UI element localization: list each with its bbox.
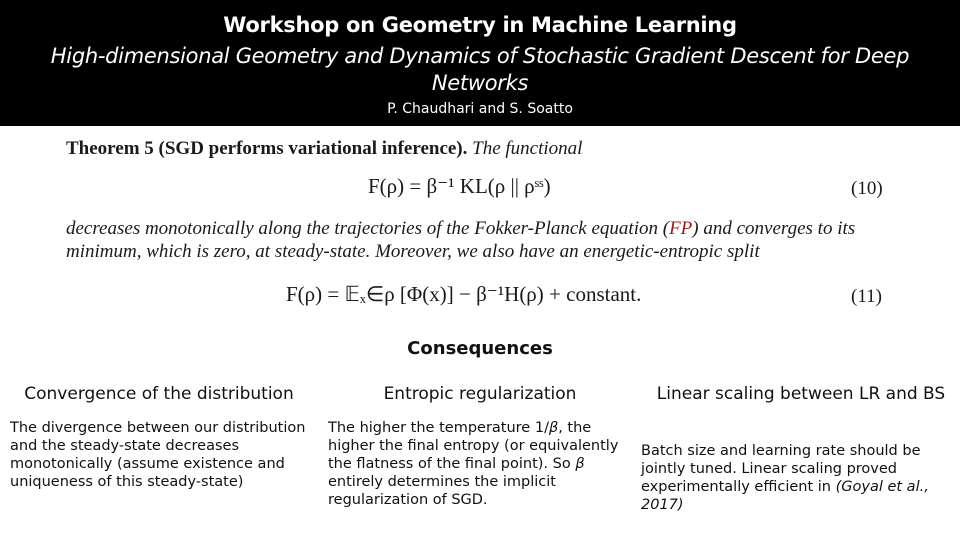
scaling-text: Batch size and learning rate should be jointly tuned. Linear scaling proved experimentally efficient in <box>641 443 921 495</box>
theorem-heading: Theorem 5 (SGD performs variational inference). <box>66 138 468 159</box>
equation-10-expression: F(ρ) = β⁻¹ KL(ρ || ρˢˢ) <box>368 174 551 198</box>
fp-equation-link[interactable]: FP <box>669 218 693 239</box>
entropic-text-a: The higher the temperature 1/ <box>328 420 549 436</box>
theorem-excerpt <box>0 126 960 326</box>
theorem-body-part2: ) and converges to its minimum, which is zero, at steady-state. Moreover, we also have an energetic-entropic split <box>66 218 856 262</box>
column-entropic-text <box>328 419 624 509</box>
column-scaling-text <box>641 442 955 514</box>
paper-title: High-dimensional Geometry and Dynamics of Stochastic Gradient Descent for Deep Networks <box>50 44 910 95</box>
column-scaling-title: Linear scaling between LR and BS <box>656 384 946 404</box>
column-convergence-title: Convergence of the distribution <box>24 384 294 404</box>
column-convergence-text: The divergence between our distribution and the steady-state decreases monotonically (assume existence and uniqueness of this steady-state) <box>10 420 306 490</box>
beta-symbol: β <box>548 420 559 436</box>
goyal-citation: (Goyal et al., 2017) <box>641 479 929 513</box>
equation-10 <box>368 174 551 199</box>
theorem-lead: The functional <box>472 138 583 159</box>
entropic-text-b: , the higher the final entropy (or equivalently the flatness of the final point). So <box>328 420 619 472</box>
title-banner <box>0 0 960 126</box>
equation-11-number: (11) <box>851 286 882 307</box>
theorem-body <box>66 217 896 263</box>
beta-symbol: β <box>575 456 585 472</box>
equation-10-number: (10) <box>851 178 883 199</box>
equation-11 <box>286 282 641 307</box>
consequences-heading: Consequences <box>407 338 553 359</box>
entropic-text-c: entirely determines the implicit regularization of SGD. <box>328 474 556 508</box>
theorem-statement <box>66 138 582 160</box>
column-entropic-title: Entropic regularization <box>383 384 577 404</box>
equation-11-expression: F(ρ) = 𝔼ₓ∈ρ [Φ(x)] − β⁻¹H(ρ) + constant. <box>286 282 642 306</box>
paper-authors: P. Chaudhari and S. Soatto <box>387 101 573 117</box>
workshop-title: Workshop on Geometry in Machine Learning <box>223 13 737 37</box>
theorem-body-part1: decreases monotonically along the trajectories of the Fokker-Planck equation ( <box>66 218 670 239</box>
